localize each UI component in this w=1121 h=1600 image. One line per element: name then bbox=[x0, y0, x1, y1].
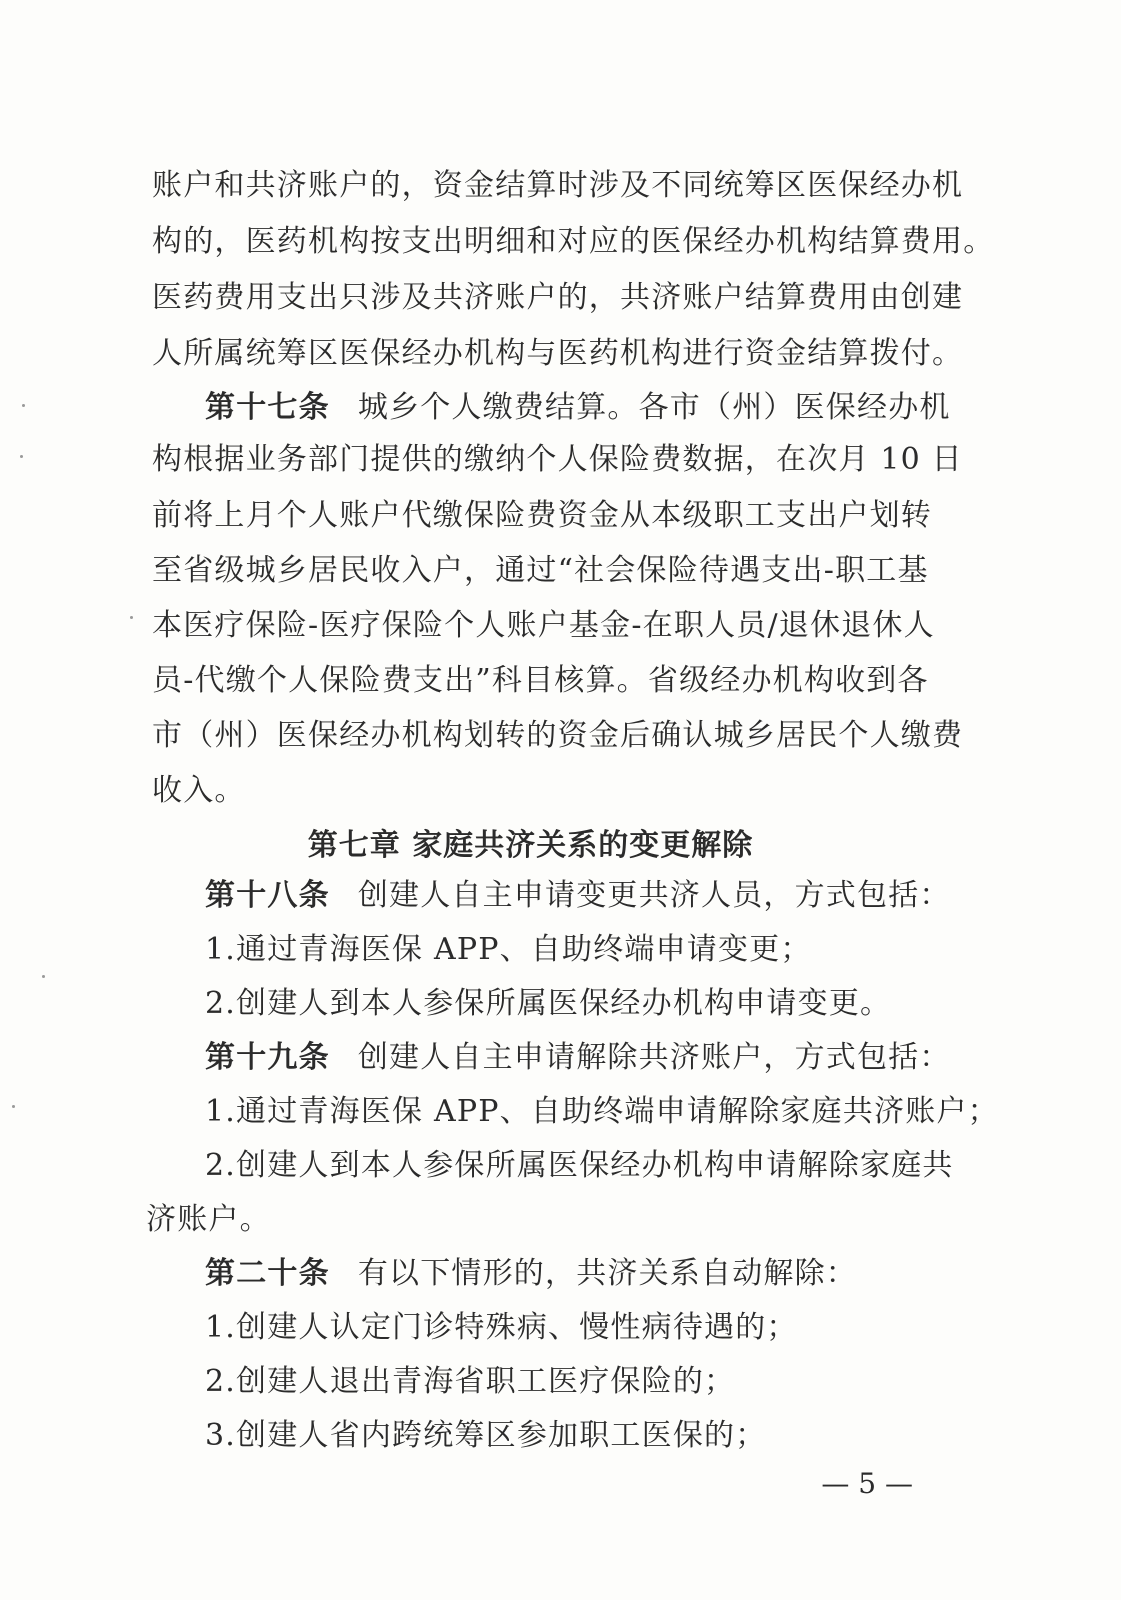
paragraph-line: 前将上月个人账户代缴保险费资金从本级职工支出户划转 bbox=[152, 498, 932, 533]
paragraph-line: 员-代缴个人保险费支出”科目核算。省级经办机构收到各 bbox=[152, 663, 929, 698]
chapter-title: 第七章 家庭共济关系的变更解除 bbox=[307, 828, 754, 863]
article-19-text: 创建人自主申请解除共济账户，方式包括： bbox=[357, 1040, 951, 1075]
list-item: 1.通过青海医保 APP、自助终端申请变更； bbox=[205, 932, 812, 967]
list-item: 2.创建人到本人参保所属医保经办机构申请解除家庭共 bbox=[205, 1148, 954, 1183]
article-18-first-line bbox=[205, 868, 951, 924]
paragraph-line: 本医疗保险-医疗保险个人账户基金-在职人员/退休退休人 bbox=[152, 608, 935, 643]
scan-speck bbox=[12, 1105, 15, 1108]
article-17-heading: 第十七条 bbox=[205, 390, 330, 425]
article-20-heading: 第二十条 bbox=[205, 1256, 330, 1291]
list-item: 1.创建人认定门诊特殊病、慢性病待遇的； bbox=[205, 1310, 798, 1345]
article-18-heading: 第十八条 bbox=[205, 878, 330, 913]
list-item: 2.创建人到本人参保所属医保经办机构申请变更。 bbox=[205, 986, 892, 1021]
scan-speck bbox=[20, 455, 23, 458]
article-17-first-line bbox=[205, 380, 951, 436]
paragraph-line: 构的，医药机构按支出明细和对应的医保经办机构结算费用。 bbox=[152, 224, 995, 259]
article-17-text: 城乡个人缴费结算。各市（州）医保经办机 bbox=[357, 390, 951, 425]
article-20-first-line bbox=[205, 1246, 925, 1302]
paragraph-line: 构根据业务部门提供的缴纳个人保险费数据，在次月 10 日 bbox=[152, 442, 963, 477]
paragraph-line: 收入。 bbox=[152, 773, 246, 808]
article-19-heading: 第十九条 bbox=[205, 1040, 330, 1075]
paragraph-line: 市（州）医保经办机构划转的资金后确认城乡居民个人缴费 bbox=[152, 718, 964, 753]
scan-speck bbox=[42, 975, 45, 978]
list-item: 2.创建人退出青海省职工医疗保险的； bbox=[205, 1364, 736, 1399]
scan-speck bbox=[22, 404, 25, 407]
paragraph-line: 账户和共济账户的，资金结算时涉及不同统筹区医保经办机 bbox=[152, 168, 964, 203]
list-item: 3.创建人省内跨统筹区参加职工医保的； bbox=[205, 1418, 767, 1453]
article-18-text: 创建人自主申请变更共济人员，方式包括： bbox=[357, 878, 951, 913]
list-item: 1.通过青海医保 APP、自助终端申请解除家庭共济账户； bbox=[205, 1094, 999, 1129]
article-19-first-line bbox=[205, 1030, 951, 1086]
list-item-continuation: 济账户。 bbox=[146, 1202, 271, 1237]
paragraph-line: 人所属统筹区医保经办机构与医药机构进行资金结算拨付。 bbox=[152, 336, 964, 371]
paragraph-line: 医药费用支出只涉及共济账户的，共济账户结算费用由创建 bbox=[152, 280, 964, 315]
page-number: — 5 — bbox=[821, 1467, 913, 1500]
paragraph-line: 至省级城乡居民收入户，通过“社会保险待遇支出-职工基 bbox=[152, 553, 929, 588]
scan-speck bbox=[130, 616, 133, 619]
article-20-text: 有以下情形的，共济关系自动解除： bbox=[357, 1256, 858, 1291]
